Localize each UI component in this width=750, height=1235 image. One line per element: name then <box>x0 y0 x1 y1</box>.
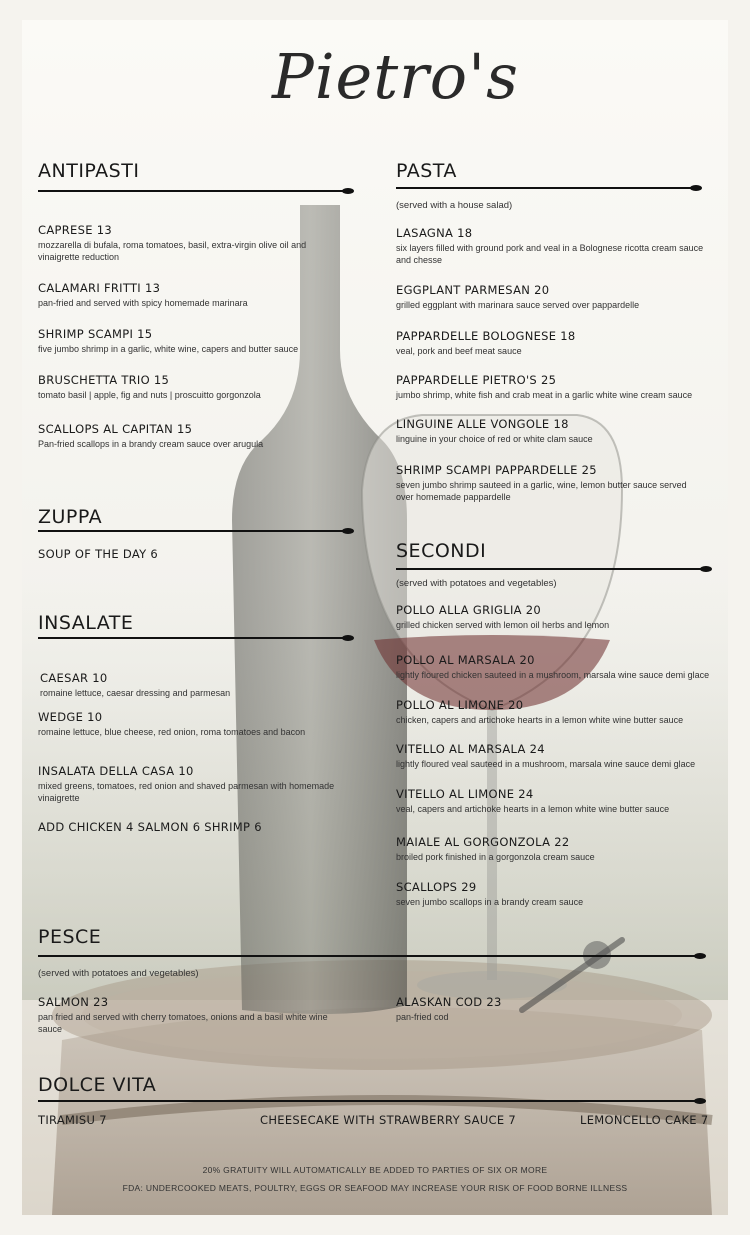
menu-page <box>22 20 728 1215</box>
item-name: POLLO ALLA GRIGLIA 20 <box>396 603 542 617</box>
item-description: five jumbo shrimp in a garlic, white wine, capers and butter sauce <box>38 344 299 354</box>
item-description: veal, capers and artichoke hearts in a lemon white wine butter sauce <box>396 804 670 814</box>
dessert-item: CHEESECAKE WITH STRAWBERRY SAUCE 7 <box>260 1113 517 1127</box>
item-name: SCALLOPS 29 <box>396 880 477 894</box>
pesce-note: (served with potatoes and vegetables) <box>38 968 199 979</box>
menu-item <box>396 226 706 266</box>
antipasti-divider <box>38 190 350 192</box>
menu-item <box>38 223 338 263</box>
menu-item <box>38 422 338 450</box>
dessert-item: TIRAMISU 7 <box>38 1113 107 1127</box>
item-description: jumbo shrimp, white fish and crab meat in a garlic white wine cream sauce <box>396 390 693 400</box>
item-description: lightly floured chicken sauteed in a mushroom, marsala wine sauce demi glace <box>396 670 710 680</box>
secondi-heading: SECONDI <box>396 540 487 562</box>
item-name: MAIALE AL GORGONZOLA 22 <box>396 835 570 849</box>
menu-item <box>396 698 712 726</box>
fda-notice: FDA: UNDERCOOKED MEATS, POULTRY, EGGS OR SEAFOOD MAY INCREASE YOUR RISK OF FOOD BORNE ILLNESS <box>122 1183 628 1193</box>
dolce-heading: DOLCE VITA <box>38 1074 157 1096</box>
pasta-divider <box>396 187 698 189</box>
item-name: VITELLO AL LIMONE 24 <box>396 787 534 801</box>
menu-item <box>396 603 712 631</box>
menu-item <box>396 417 706 445</box>
insalate-divider <box>38 637 350 639</box>
item-name: INSALATA DELLA CASA 10 <box>38 764 194 778</box>
item-name: EGGPLANT PARMESAN 20 <box>396 283 550 297</box>
item-name: CAPRESE 13 <box>38 223 112 237</box>
item-name: LINGUINE ALLE VONGOLE 18 <box>396 417 569 431</box>
item-description: seven jumbo scallops in a brandy cream sauce <box>396 897 584 907</box>
item-name: CALAMARI FRITTI 13 <box>38 281 161 295</box>
item-name: VITELLO AL MARSALA 24 <box>396 742 545 756</box>
menu-item <box>396 742 712 770</box>
menu-item <box>396 787 712 815</box>
item-name: CAESAR 10 <box>40 671 108 685</box>
restaurant-logo: Pietro's <box>272 40 519 113</box>
item-name: SALMON 23 <box>38 995 109 1009</box>
secondi-divider <box>396 568 708 570</box>
menu-item <box>396 995 696 1023</box>
item-description: veal, pork and beef meat sauce <box>396 346 522 356</box>
menu-item <box>38 327 338 355</box>
insalate-heading: INSALATE <box>38 612 134 634</box>
pasta-note: (served with a house salad) <box>396 200 513 211</box>
item-description: romaine lettuce, blue cheese, red onion, roma tomatoes and bacon <box>38 727 306 737</box>
pesce-divider <box>38 955 702 957</box>
menu-item <box>38 995 338 1035</box>
zuppa-heading: ZUPPA <box>38 506 103 528</box>
item-description: pan-fried cod <box>396 1012 449 1022</box>
item-name: ALASKAN COD 23 <box>396 995 502 1009</box>
item-description: Pan-fried scallops in a brandy cream sauce over arugula <box>38 439 264 449</box>
pesce-heading: PESCE <box>38 926 102 948</box>
item-description: grilled eggplant with marinara sauce served over pappardelle <box>396 300 640 310</box>
secondi-note: (served with potatoes and vegetables) <box>396 578 557 589</box>
menu-item <box>38 373 338 401</box>
item-name: PAPPARDELLE PIETRO'S 25 <box>396 373 557 387</box>
item-description: six layers filled with ground pork and veal in a Bolognese ricotta cream sauce and chesse <box>396 243 704 265</box>
item-description: linguine in your choice of red or white clam sauce <box>396 434 593 444</box>
item-name: BRUSCHETTA TRIO 15 <box>38 373 170 387</box>
item-description: pan-fried and served with spicy homemade marinara <box>38 298 248 308</box>
item-name: SHRIMP SCAMPI 15 <box>38 327 153 341</box>
item-description: grilled chicken served with lemon oil herbs and lemon <box>396 620 610 630</box>
item-description: broiled pork finished in a gorgonzola cream sauce <box>396 852 595 862</box>
item-description: mixed greens, tomatoes, red onion and shaved parmesan with homemade vinaigrette <box>38 781 335 803</box>
dessert-item: LEMONCELLO CAKE 7 <box>580 1113 709 1127</box>
antipasti-heading: ANTIPASTI <box>38 160 140 182</box>
menu-item <box>396 283 706 311</box>
soup-of-the-day: SOUP OF THE DAY 6 <box>38 547 158 561</box>
item-description: chicken, capers and artichoke hearts in a lemon white wine butter sauce <box>396 715 684 725</box>
menu-item <box>38 710 338 738</box>
item-description: lightly floured veal sauteed in a mushroom, marsala wine sauce demi glace <box>396 759 696 769</box>
menu-item <box>396 329 706 357</box>
item-description: mozzarella di bufala, roma tomatoes, basil, extra-virgin olive oil and vinaigrette reduction <box>38 240 307 262</box>
item-description: romaine lettuce, caesar dressing and parmesan <box>40 688 231 698</box>
item-name: LASAGNA 18 <box>396 226 473 240</box>
menu-item <box>396 835 712 863</box>
item-name: SHRIMP SCAMPI PAPPARDELLE 25 <box>396 463 597 477</box>
item-name: POLLO AL LIMONE 20 <box>396 698 524 712</box>
pasta-heading: PASTA <box>396 160 457 182</box>
zuppa-divider <box>38 530 350 532</box>
menu-item <box>396 880 712 908</box>
item-name: POLLO AL MARSALA 20 <box>396 653 535 667</box>
menu-item <box>396 463 706 503</box>
item-description: seven jumbo shrimp sauteed in a garlic, wine, lemon butter sauce served over homemade pappardelle <box>396 480 687 502</box>
item-name: PAPPARDELLE BOLOGNESE 18 <box>396 329 576 343</box>
dolce-divider <box>38 1100 702 1102</box>
menu-item <box>38 281 338 309</box>
item-name: WEDGE 10 <box>38 710 103 724</box>
item-name: SCALLOPS AL CAPITAN 15 <box>38 422 193 436</box>
item-description: tomato basil | apple, fig and nuts | proscuitto gorgonzola <box>38 390 261 400</box>
gratuity-notice: 20% GRATUITY WILL AUTOMATICALLY BE ADDED TO PARTIES OF SIX OR MORE <box>202 1165 548 1175</box>
salad-addons: ADD CHICKEN 4 SALMON 6 SHRIMP 6 <box>38 820 262 834</box>
menu-item <box>40 671 340 699</box>
menu-item <box>38 764 338 804</box>
menu-item <box>396 653 712 681</box>
item-description: pan fried and served with cherry tomatoes, onions and a basil white wine sauce <box>38 1012 328 1034</box>
menu-item <box>396 373 706 401</box>
